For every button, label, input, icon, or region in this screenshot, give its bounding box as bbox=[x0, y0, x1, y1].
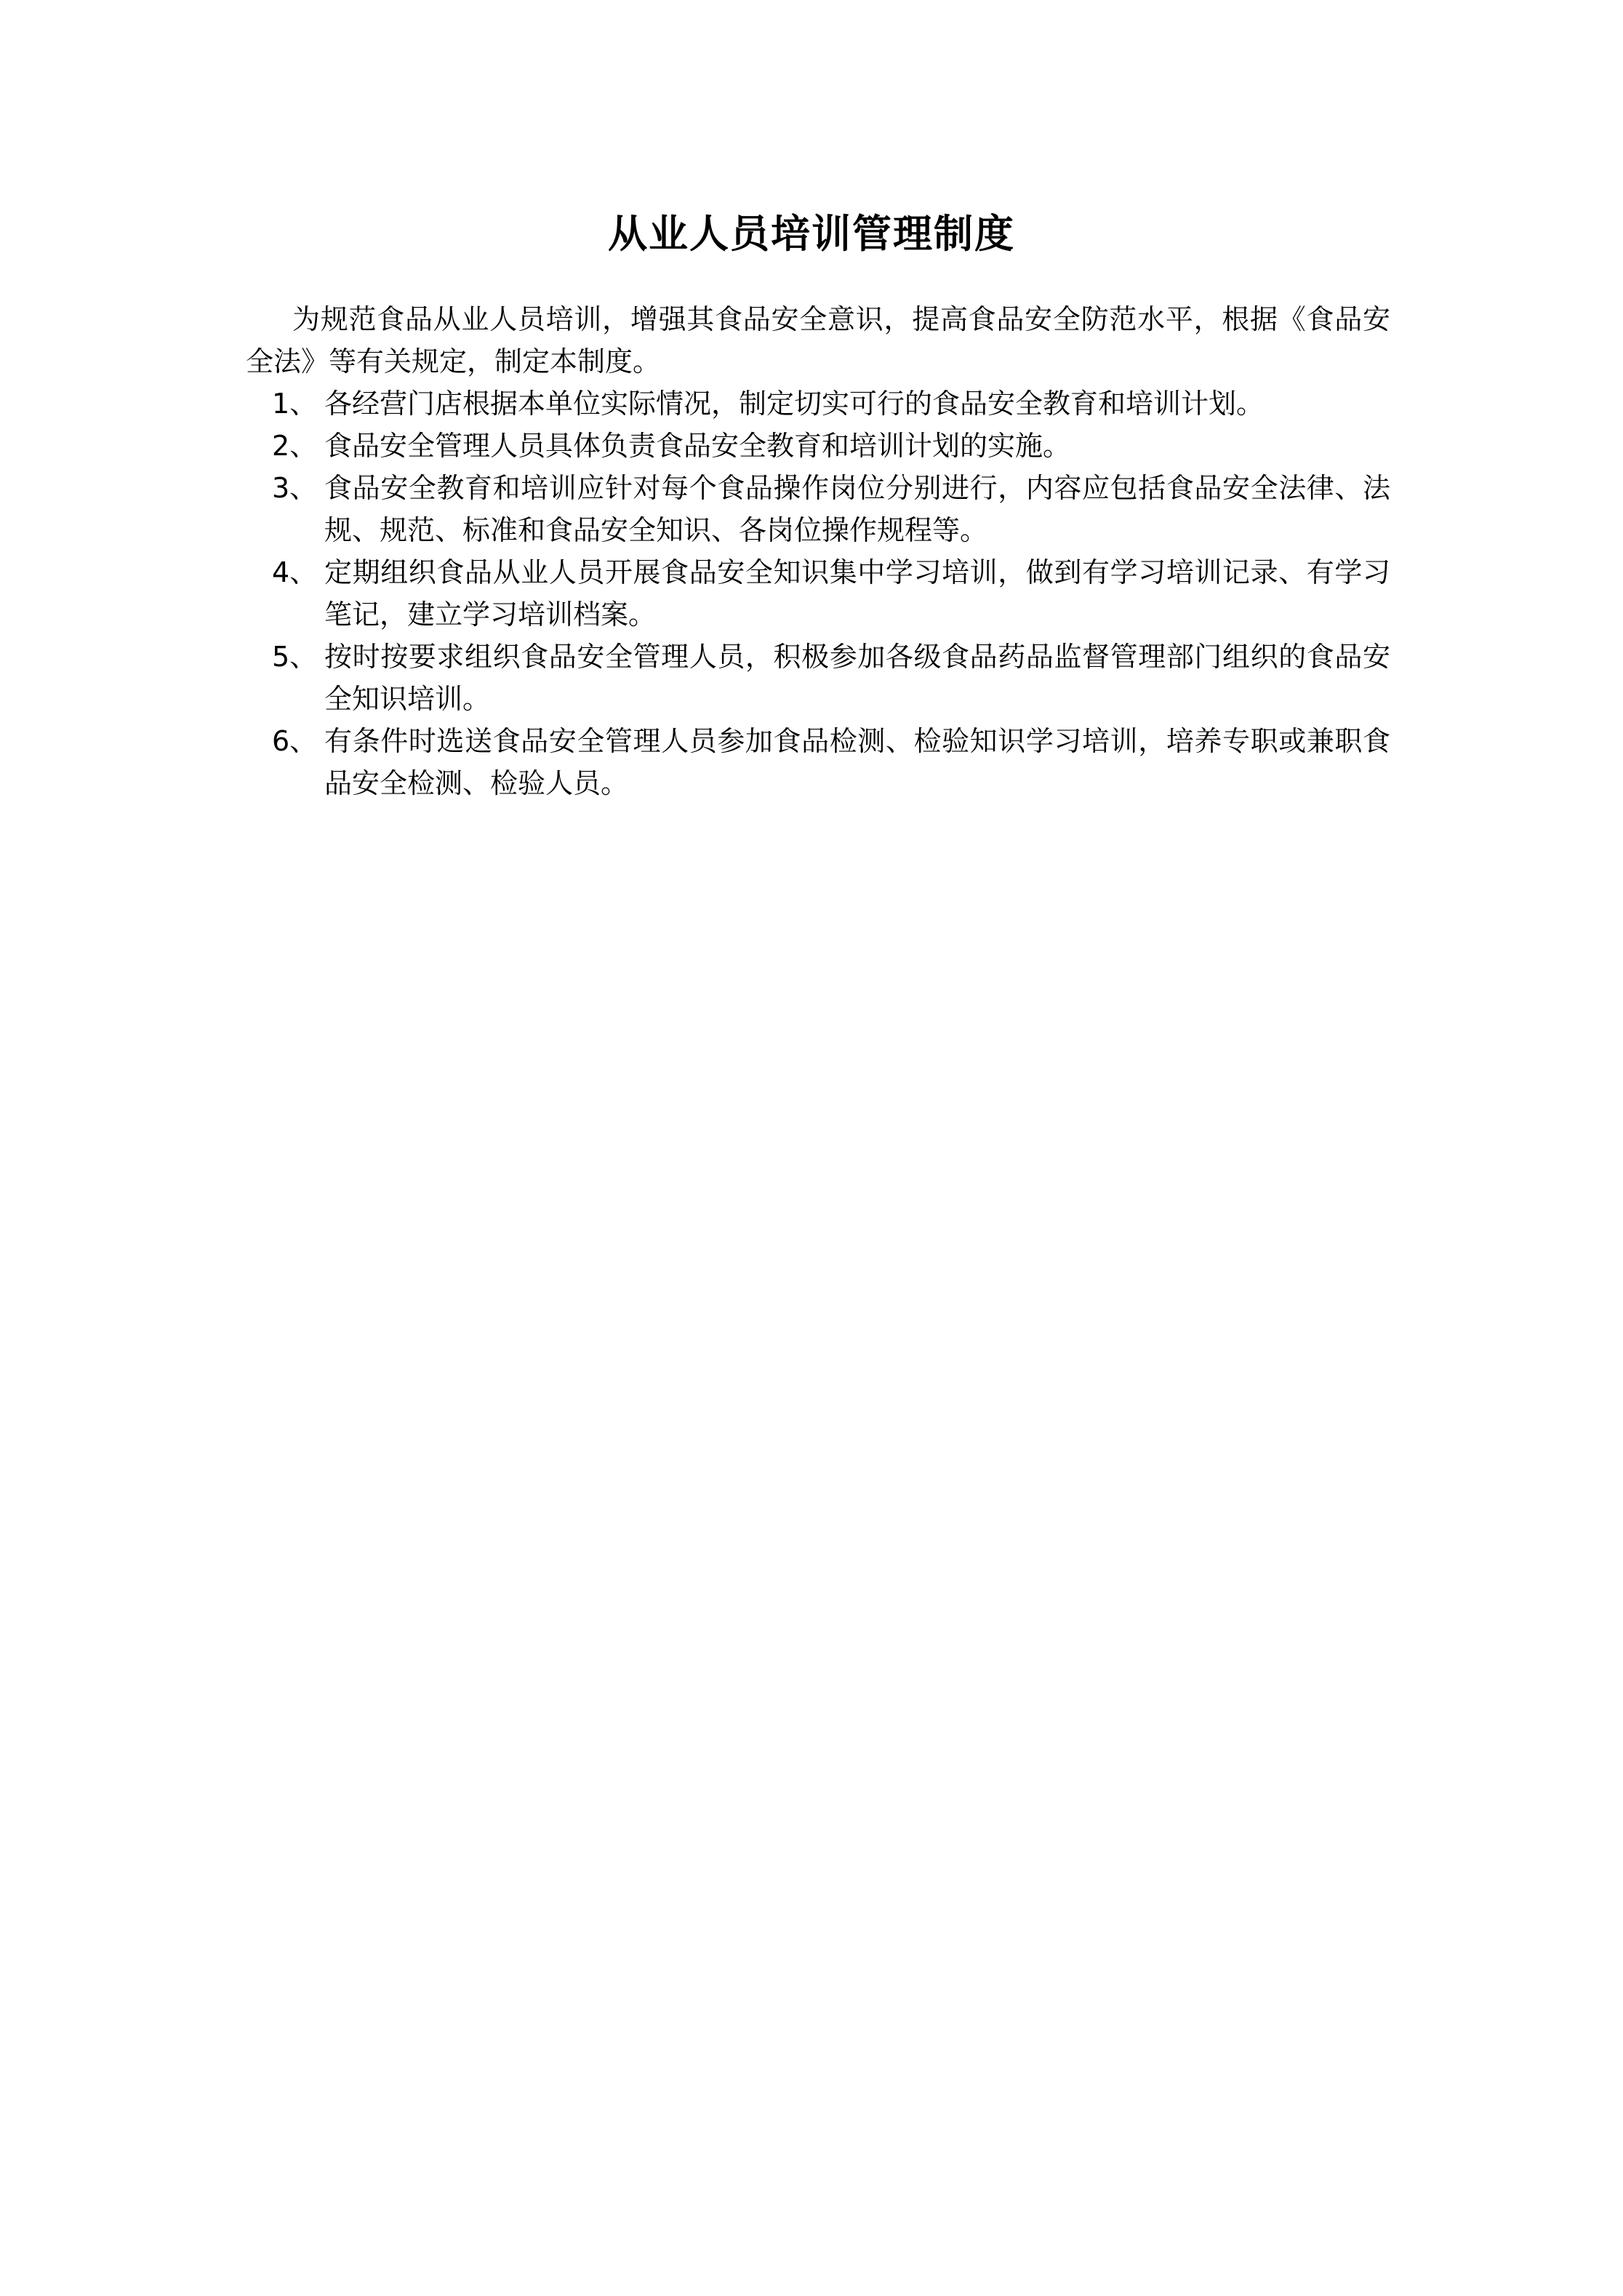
rules-list bbox=[246, 383, 1390, 804]
list-item-text: 食品安全教育和培训应针对每个食品操作岗位分别进行，内容应包括食品安全法律、法规、规范、标准和食品安全知识、各岗位操作规程等。 bbox=[324, 472, 1390, 546]
list-item-number: 5、 bbox=[272, 641, 318, 673]
list-item-number: 6、 bbox=[272, 725, 318, 757]
document-title: 从业人员培训管理制度 bbox=[608, 211, 1015, 257]
list-item-text: 各经营门店根据本单位实际情况，制定切实可行的食品安全教育和培训计划。 bbox=[324, 388, 1265, 420]
document-body bbox=[246, 298, 1390, 804]
list-item-text: 有条件时选送食品安全管理人员参加食品检测、检验知识学习培训，培养专职或兼职食品安全检测、检验人员。 bbox=[324, 725, 1390, 799]
list-item bbox=[246, 425, 1390, 467]
list-item-text: 按时按要求组织食品安全管理人员，积极参加各级食品药品监督管理部门组织的食品安全知识培训。 bbox=[324, 641, 1390, 715]
intro-paragraph: 为规范食品从业人员培训，增强其食品安全意识，提高食品安全防范水平，根据《食品安全法》等有关规定，制定本制度。 bbox=[246, 303, 1390, 377]
list-item bbox=[246, 720, 1390, 804]
list-item-text: 食品安全管理人员具体负责食品安全教育和培训计划的实施。 bbox=[324, 430, 1071, 462]
list-item-number: 3、 bbox=[272, 472, 318, 504]
list-item bbox=[246, 383, 1390, 425]
list-item bbox=[246, 467, 1390, 551]
list-item-number: 2、 bbox=[272, 430, 318, 462]
list-item-number: 1、 bbox=[272, 388, 318, 420]
list-item bbox=[246, 636, 1390, 720]
list-item-text: 定期组织食品从业人员开展食品安全知识集中学习培训，做到有学习培训记录、有学习笔记，建立学习培训档案。 bbox=[324, 556, 1390, 631]
list-item-number: 4、 bbox=[272, 556, 318, 588]
list-item bbox=[246, 551, 1390, 636]
